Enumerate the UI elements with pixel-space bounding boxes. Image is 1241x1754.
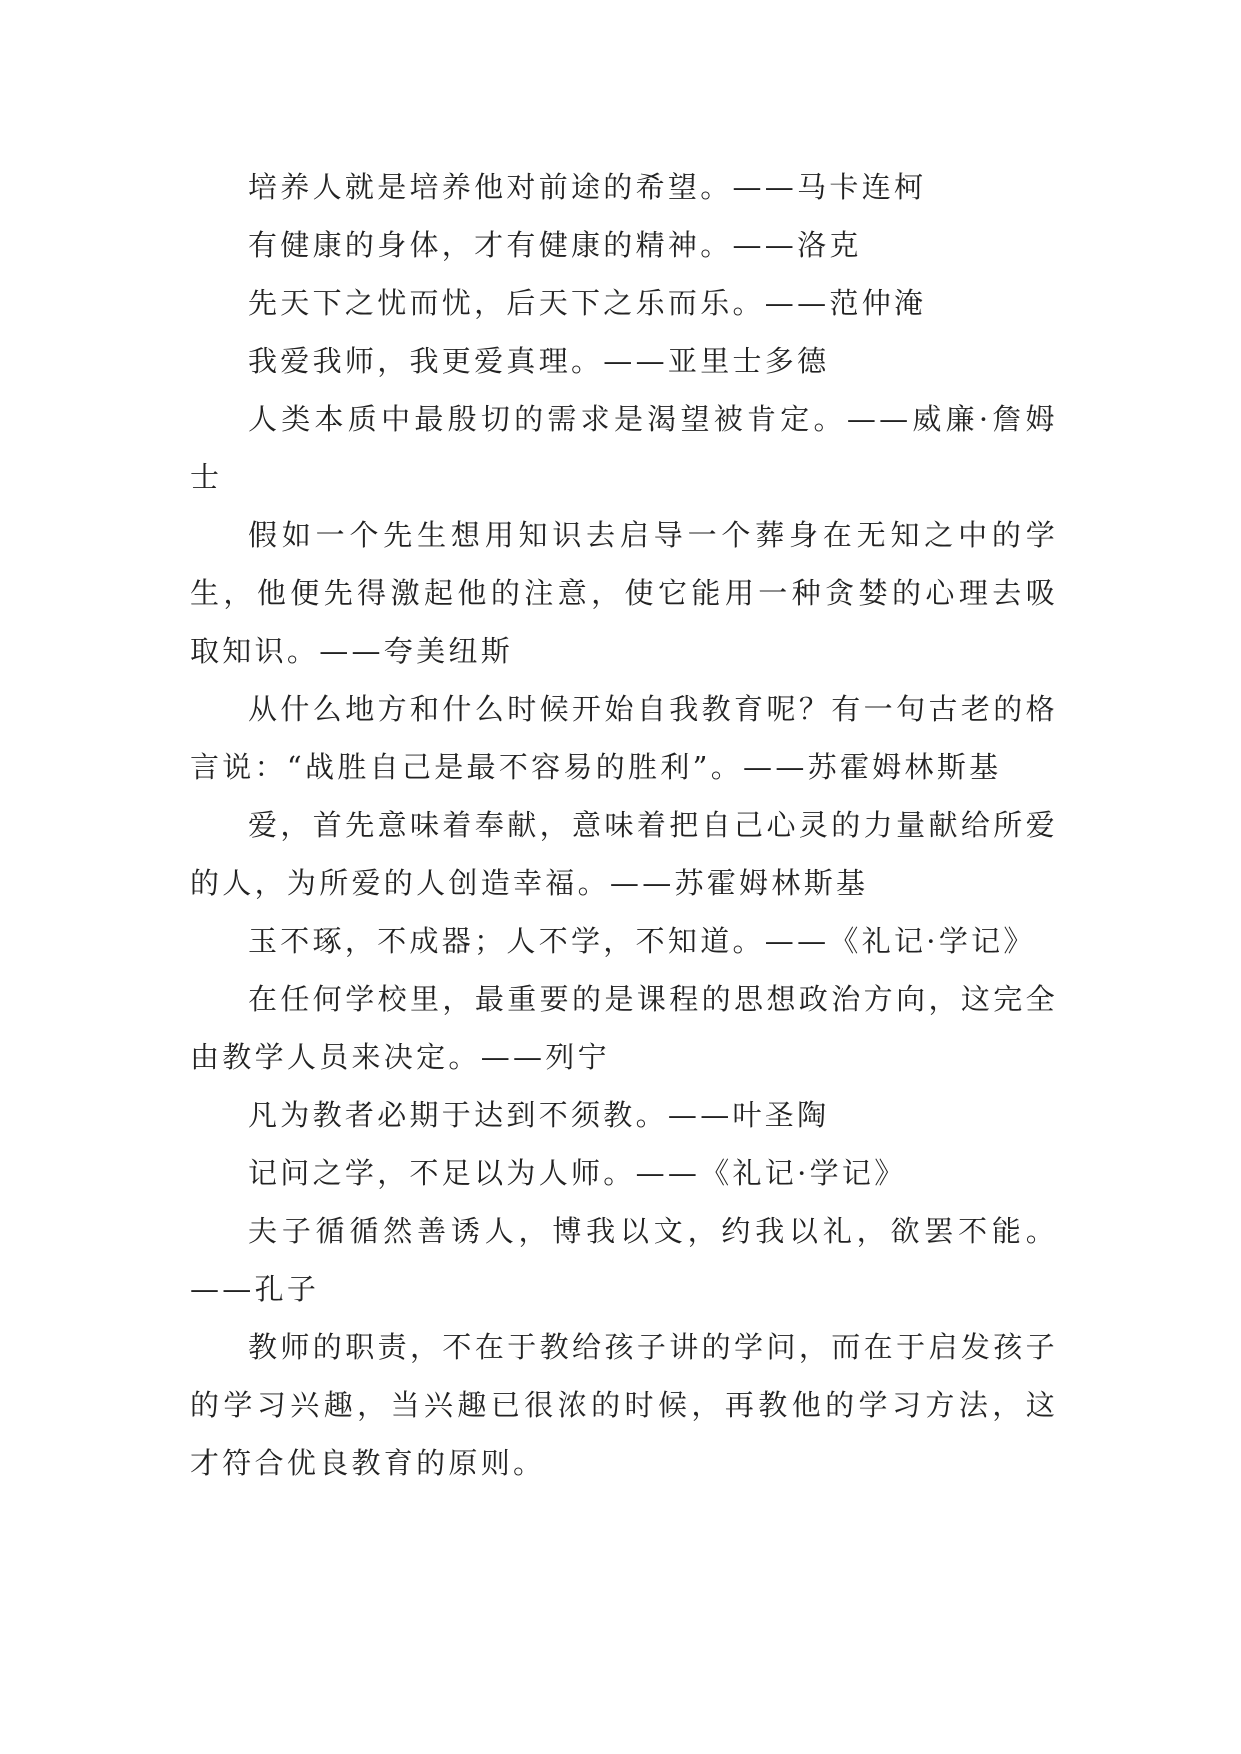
quote-paragraph: 人类本质中最殷切的需求是渴望被肯定。——威廉·詹姆士 <box>190 402 1058 494</box>
quote-paragraph: 在任何学校里，最重要的是课程的思想政治方向，这完全由教学人员来决定。——列宁 <box>190 982 1058 1074</box>
quote-paragraph: 记问之学，不足以为人师。——《礼记·学记》 <box>248 1156 907 1190</box>
quote-paragraph: 凡为教者必期于达到不须教。——叶圣陶 <box>248 1098 830 1132</box>
quote-paragraph: 教师的职责，不在于教给孩子讲的学问，而在于启发孩子的学习兴趣，当兴趣已很浓的时候，再教他的学习方法，这才符合优良教育的原则。 <box>190 1330 1058 1480</box>
quote-paragraph: 玉不琢，不成器；人不学，不知道。——《礼记·学记》 <box>248 924 1036 958</box>
quote-paragraph: 从什么地方和什么时候开始自我教育呢？有一句古老的格言说：“战胜自己是最不容易的胜利”。——苏霍姆林斯基 <box>190 692 1058 784</box>
quote-paragraph: 先天下之忧而忧，后天下之乐而乐。——范仲淹 <box>248 286 927 320</box>
document-body <box>190 158 1058 1492</box>
quote-paragraph: 我爱我师，我更爱真理。——亚里士多德 <box>248 344 830 378</box>
quote-paragraph: 有健康的身体，才有健康的精神。——洛克 <box>248 228 862 262</box>
quote-paragraph: 夫子循循然善诱人，博我以文，约我以礼，欲罢不能。——孔子 <box>190 1214 1058 1306</box>
quote-paragraph: 爱，首先意味着奉献，意味着把自己心灵的力量献给所爱的人，为所爱的人创造幸福。——苏霍姆林斯基 <box>190 808 1058 900</box>
quote-paragraph: 培养人就是培养他对前途的希望。——马卡连柯 <box>248 170 927 204</box>
quote-paragraph: 假如一个先生想用知识去启导一个葬身在无知之中的学生，他便先得激起他的注意，使它能用一种贪婪的心理去吸取知识。——夸美纽斯 <box>190 518 1058 668</box>
